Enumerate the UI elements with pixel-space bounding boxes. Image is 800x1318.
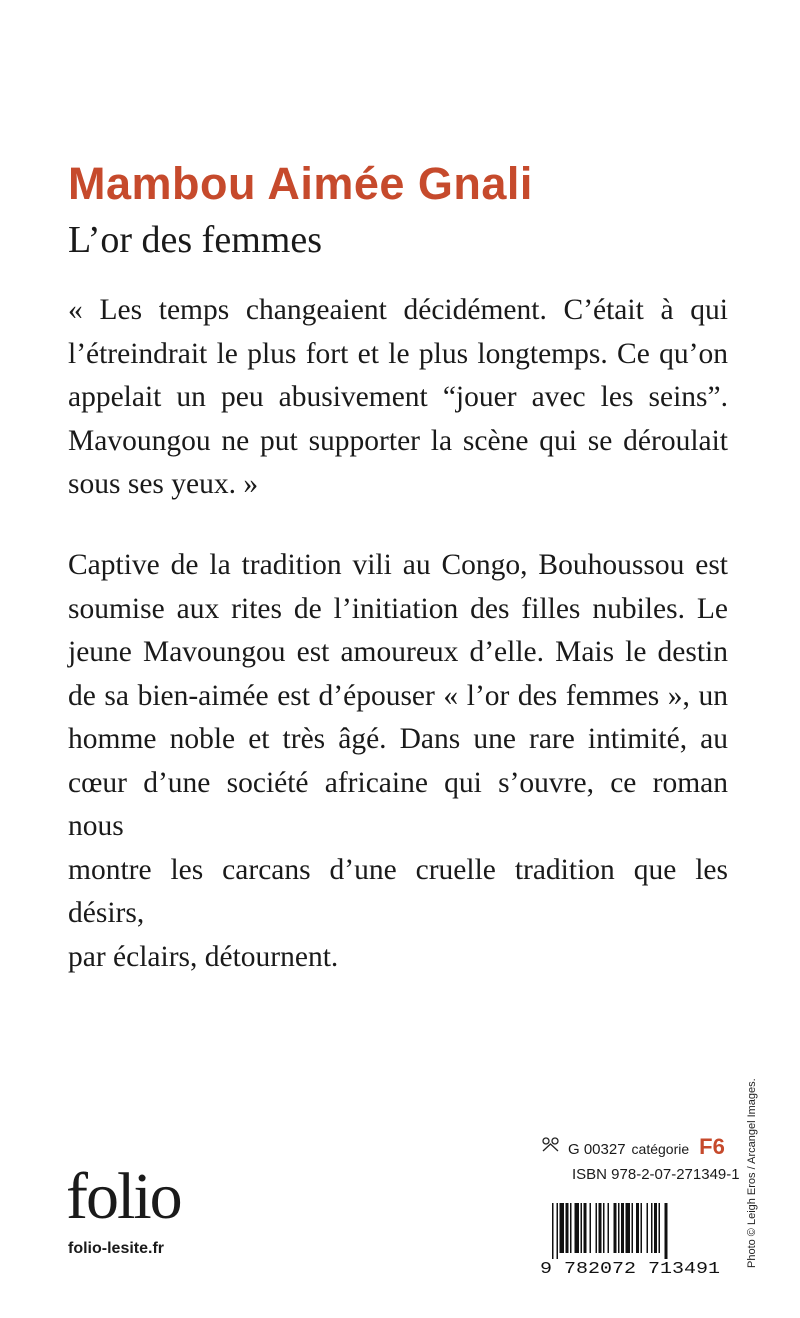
- summary-line: de sa bien-aimée est d’épouser « l’or des femmes », un: [68, 679, 728, 712]
- barcode-bar: [626, 1203, 631, 1253]
- barcode-bar: [608, 1203, 610, 1253]
- quote-line: sous ses yeux. »: [68, 468, 259, 500]
- barcode-bar: [603, 1203, 605, 1253]
- barcode-bar: [590, 1203, 592, 1253]
- barcode: [540, 1203, 722, 1275]
- barcode-bar: [552, 1203, 554, 1259]
- category-label: catégorie: [631, 1141, 690, 1157]
- isbn: ISBN 978-2-07-271349-1: [572, 1166, 740, 1183]
- barcode-bar: [632, 1203, 634, 1253]
- summary-line: montre les carcans d’une cruelle tradition que les désirs,: [68, 853, 728, 929]
- quote-line: « Les temps changeaient décidément. C’était à qui: [68, 294, 728, 326]
- barcode-bar: [659, 1203, 661, 1253]
- summary-paragraph: [68, 544, 728, 979]
- summary-line: soumise aux rites de l’initiation des filles nubiles. Le: [68, 592, 728, 625]
- summary-line: homme noble et très âgé. Dans une rare intimité, au: [68, 723, 728, 755]
- summary-line: Captive de la tradition vili au Congo, Bouhoussou est: [68, 549, 728, 581]
- author-name: Mambou Aimée Gnali: [68, 158, 533, 209]
- photo-credit: Photo © Leigh Eros / Arcangel Images.: [746, 1078, 758, 1268]
- barcode-bar: [599, 1203, 602, 1253]
- barcode-bar: [566, 1203, 569, 1253]
- quote-line: appelait un peu abusivement “jouer avec les seins”.: [68, 381, 728, 413]
- barcode-bar: [560, 1203, 565, 1253]
- barcode-bar: [584, 1203, 587, 1253]
- barcode-bar: [575, 1203, 580, 1253]
- barcode-bar: [641, 1203, 643, 1253]
- barcode-bar: [557, 1203, 559, 1259]
- barcode-number: 9 782072 713491: [540, 1260, 720, 1275]
- quote-line: l’étreindrait le plus fort et le plus longtemps. Ce qu’on: [68, 337, 728, 370]
- product-codes: [540, 1134, 740, 1183]
- barcode-bars: [552, 1203, 668, 1259]
- barcode-bar: [654, 1203, 657, 1253]
- book-title: L’or des femmes: [68, 219, 322, 261]
- publisher-mark-icon: [540, 1136, 562, 1154]
- summary-line: par éclairs, détournent.: [68, 940, 339, 973]
- quote-paragraph: [68, 289, 728, 507]
- barcode-bar: [596, 1203, 598, 1253]
- barcode-bar: [665, 1203, 668, 1259]
- website-link[interactable]: folio-lesite.fr: [68, 1240, 165, 1257]
- folio-logo: folio: [66, 1160, 181, 1233]
- barcode-bar: [618, 1203, 620, 1253]
- barcode-bar: [651, 1203, 653, 1253]
- barcode-bar: [581, 1203, 583, 1253]
- barcode-bar: [636, 1203, 639, 1253]
- summary-line: jeune Mavoungou est amoureux d’elle. Mais le destin: [68, 636, 728, 668]
- barcode-bar: [621, 1203, 624, 1253]
- quote-line: Mavoungou ne put supporter la scène qui se déroulait: [68, 424, 728, 457]
- product-code: G 00327: [568, 1141, 626, 1158]
- barcode-bar: [647, 1203, 649, 1253]
- summary-line: cœur d’une société africaine qui s’ouvre, ce roman nous: [68, 766, 728, 842]
- price-category: F6: [699, 1134, 725, 1159]
- barcode-bar: [570, 1203, 572, 1253]
- barcode-bar: [614, 1203, 617, 1253]
